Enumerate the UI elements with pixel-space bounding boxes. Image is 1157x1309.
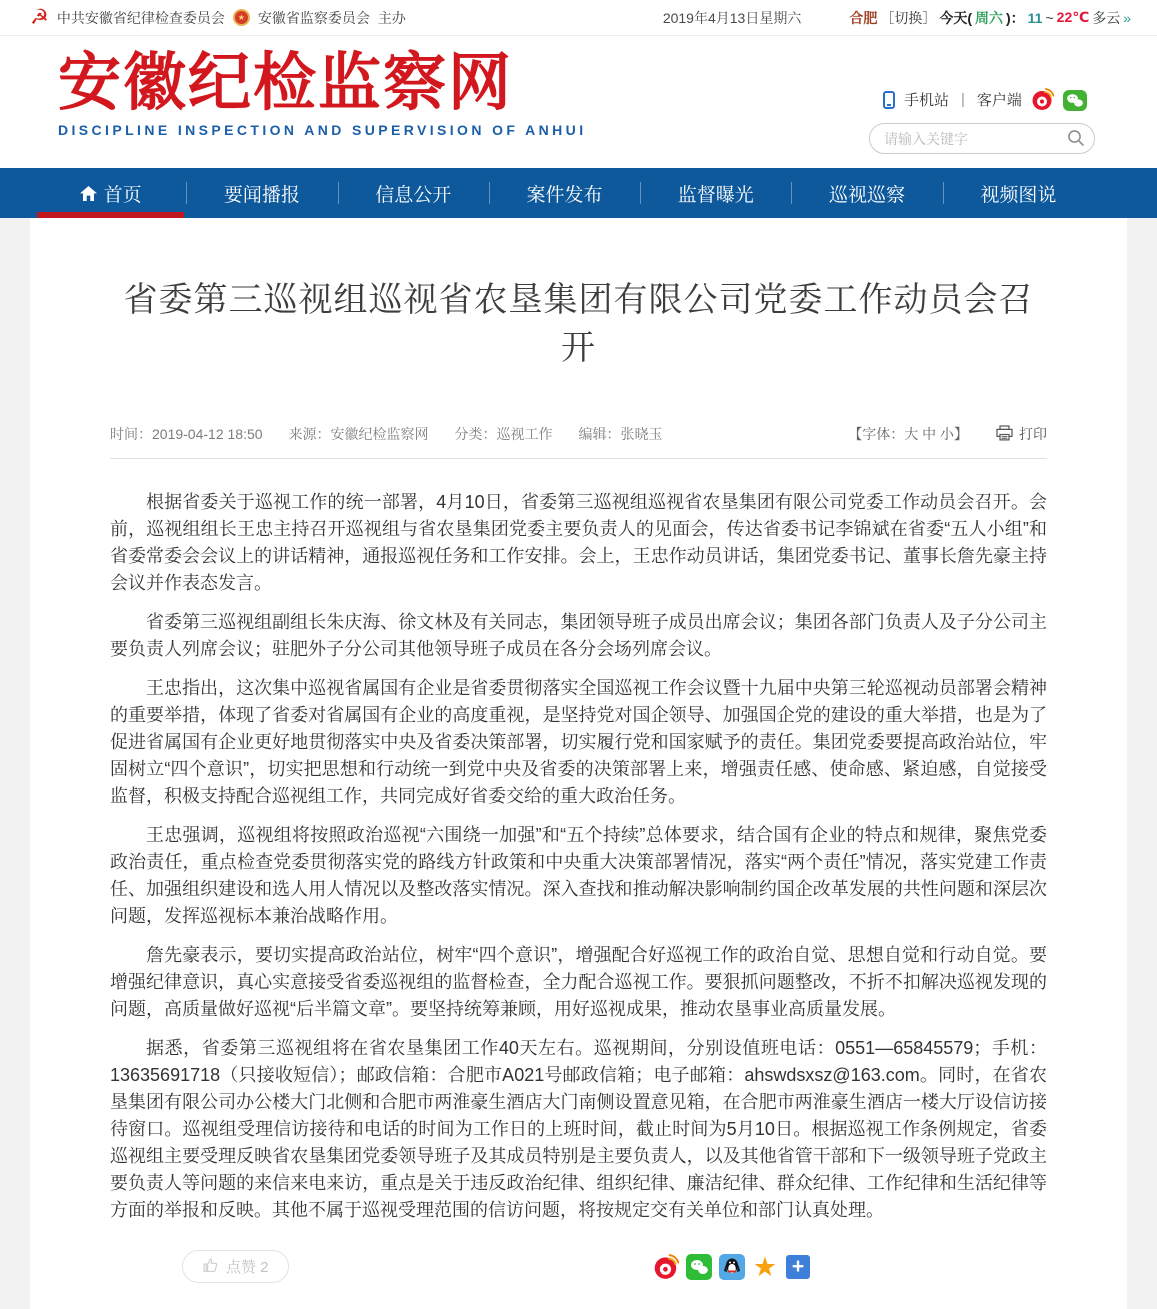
nav-item-news[interactable] bbox=[186, 168, 337, 218]
main-nav bbox=[0, 168, 1157, 218]
host-suffix-label: 主办 bbox=[377, 9, 406, 26]
print-label: 打印 bbox=[1019, 426, 1047, 442]
nav-item-label: 首页 bbox=[103, 184, 142, 206]
weather-widget bbox=[849, 8, 1131, 28]
host-organizations bbox=[30, 7, 406, 28]
quick-links-divider: | bbox=[961, 91, 965, 108]
site-header bbox=[0, 36, 1157, 168]
wechat-icon[interactable] bbox=[1063, 89, 1087, 111]
meta-source: 来源：安徽纪检监察网 bbox=[288, 426, 429, 442]
font-size-widget[interactable]: 【字体：大 中 小】 bbox=[848, 426, 968, 442]
nav-item-case-release[interactable] bbox=[489, 168, 640, 218]
client-app-link[interactable]: 客户端 bbox=[976, 92, 1022, 109]
article-paragraph: 据悉，省委第三巡视组将在省农垦集团工作40天左右。巡视期间，分别设值班电话：0551—65845579；手机：13635691718（只接收短信）；邮政信箱：合肥市A021号邮政信箱；电子邮箱：ahswdsxsz@163.com。同时，在省农垦集团有限公司办公楼大门北侧和合肥市两淮豪生酒店大门南侧设置意见箱，在合肥市两淮豪生酒店一楼大厅设信访接待窗口。巡视组受理信访接待和电话的时间为工作日的上班时间，截止时间为5月10日。根据巡视工作条例规定，省委巡视组主要受理反映省农垦集团党委领导班子及其成员特别是主要负责人，以及其他省管干部和下一级领导班子党政主要负责人等问题的来信来电来访，重点是关于违反政治纪律、组织纪律、廉洁纪律、群众纪律、工作纪律和生活纪律等方面的举报和反映。其他不属于巡视受理范围的信访问题，将按规定交有关单位和部门认真处理。 bbox=[110, 1038, 1047, 1220]
site-name: 安徽纪检监察网 bbox=[58, 48, 513, 118]
party-emblem-icon: ☭ bbox=[30, 6, 49, 29]
like-label: 点赞 2 bbox=[226, 1259, 269, 1276]
article-paragraph: 根据省委关于巡视工作的统一部署，4月10日，省委第三巡视组巡视省农垦集团有限公司党委工作动员会召开。会前，巡视组组长王忠主持召开巡视组与省农垦集团党委主要负责人的见面会，传达省委书记李锦斌在省委“五人小组”和省委常委会会议上的讲话精神，通报巡视任务和工作安排。会上，王忠作动员讲话，集团党委书记、董事长詹先豪主持会议并作表态发言。 bbox=[110, 492, 1047, 593]
search-input[interactable] bbox=[869, 123, 1095, 154]
weather-today-suffix: )： bbox=[1006, 9, 1025, 26]
weather-today-prefix: 今天( bbox=[939, 9, 972, 26]
weibo-icon[interactable] bbox=[1031, 88, 1054, 111]
nav-item-label: 视频图说 bbox=[980, 184, 1057, 206]
share-qq-icon[interactable] bbox=[719, 1254, 745, 1280]
meta-editor: 编辑：张晓玉 bbox=[578, 426, 663, 442]
weather-day: 周六 bbox=[975, 9, 1003, 26]
article-paragraph: 王忠强调，巡视组将按照政治巡视“六围绕一加强”和“五个持续”总体要求，结合国有企业的特点和规律，聚焦党委政治责任，重点检查党委贯彻落实党的路线方针政策和中央重大决策部署情况，落实“两个责任”情况，落实党建工作责任、加强组织建设和选人用人情况以及整改落实情况。深入查找和推动解决影响制约国企改革发展的共性问题和深层次问题，发挥巡视标本兼治战略作用。 bbox=[110, 825, 1047, 926]
nav-item-label: 信息公开 bbox=[375, 184, 452, 206]
meta-category: 分类：巡视工作 bbox=[454, 426, 553, 442]
current-date: 2019年4月13日星期六 bbox=[662, 9, 802, 26]
article-paragraph: 王忠指出，这次集中巡视省属国有企业是省委贯彻落实全国巡视工作会议暨十九届中央第三轮巡视动员部署会精神的重要举措，体现了省委对省属国有企业的高度重视，是坚持党对国企领导、加强国企党的建设的重大举措，也是为了促进省属国有企业更好地贯彻落实中央及省委决策部署，切实履行党和国家赋予的责任。集团党委要提高政治站位，牢固树立“四个意识”，切实把思想和行动统一到党中央及省委的决策部署上来，增强责任感、使命感、紧迫感，自觉接受监督，积极支持配合巡视组工作，共同完成好省委交给的重大政治任务。 bbox=[110, 678, 1047, 806]
home-icon bbox=[80, 186, 97, 201]
org2-label: 安徽省监察委员会 bbox=[257, 9, 370, 26]
article-paragraph: 詹先豪表示，要切实提高政治站位，树牢“四个意识”，增强配合好巡视工作的政治自觉、思想自觉和行动自觉。要增强纪律意识，真心实意接受省委巡视组的监督检查，全力配合巡视工作。要狠抓问题整改，不折不扣解决巡视发现的问题，高质量做好巡视“后半篇文章”。要坚持统筹兼顾，用好巡视成果，推动农垦事业高质量发展。 bbox=[110, 945, 1047, 1019]
quick-links bbox=[883, 88, 1095, 111]
article-paragraph: 省委第三巡视组副组长朱庆海、徐文林及有关同志，集团领导班子成员出席会议；集团各部门负责人及子分公司主要负责人列席会议；驻肥外子分公司其他领导班子成员在各分会场列席会议。 bbox=[110, 612, 1047, 659]
weather-city-switch-link[interactable]: ［切换］ bbox=[880, 9, 937, 26]
weather-city: 合肥 bbox=[849, 9, 878, 26]
nav-item-home[interactable] bbox=[35, 168, 186, 218]
share-wechat-icon[interactable] bbox=[686, 1254, 712, 1280]
nav-item-label: 要闻播报 bbox=[223, 184, 300, 206]
article-meta bbox=[110, 424, 1047, 444]
nav-item-supervision-exposure[interactable] bbox=[640, 168, 791, 218]
share-more-icon[interactable]: + bbox=[785, 1254, 811, 1280]
mobile-phone-icon bbox=[883, 91, 895, 109]
article-actions bbox=[110, 1250, 1047, 1283]
meta-divider bbox=[110, 458, 1047, 459]
header-right-widgets bbox=[869, 88, 1095, 154]
share-bar bbox=[653, 1251, 811, 1282]
search-box bbox=[869, 123, 1095, 154]
nav-item-inspection[interactable] bbox=[791, 168, 942, 218]
article-title: 省委第三巡视组巡视省农垦集团有限公司党委工作动员会召开 bbox=[123, 281, 1034, 367]
printer-icon bbox=[996, 425, 1013, 444]
nav-item-label: 巡视巡察 bbox=[829, 184, 906, 206]
nav-item-info-disclosure[interactable] bbox=[338, 168, 489, 218]
search-icon[interactable] bbox=[1067, 129, 1085, 147]
top-bar bbox=[0, 0, 1157, 36]
share-qzone-icon[interactable]: ★ bbox=[752, 1251, 778, 1282]
site-logo[interactable] bbox=[58, 46, 586, 138]
like-button[interactable] bbox=[182, 1250, 289, 1283]
weather-condition: 多云 bbox=[1092, 9, 1121, 26]
meta-time: 时间：2019-04-12 18:50 bbox=[110, 426, 263, 442]
nav-item-video[interactable] bbox=[943, 168, 1094, 218]
weather-high-temp: 22℃ bbox=[1056, 9, 1090, 25]
site-subtitle: DISCIPLINE INSPECTION AND SUPERVISION OF ANHUI bbox=[58, 122, 587, 138]
article-container bbox=[30, 218, 1127, 1309]
share-weibo-icon[interactable] bbox=[653, 1254, 679, 1280]
print-button[interactable] bbox=[996, 424, 1047, 444]
weather-low-temp: 11 bbox=[1027, 9, 1043, 26]
nav-item-label: 案件发布 bbox=[526, 184, 603, 206]
weather-tilde: ~ bbox=[1045, 9, 1054, 26]
article-body bbox=[110, 489, 1047, 1224]
national-emblem-icon: ★ bbox=[233, 9, 250, 26]
mobile-site-link[interactable]: 手机站 bbox=[904, 92, 950, 109]
org1-label: 中共安徽省纪律检查委员会 bbox=[56, 9, 225, 26]
nav-item-label: 监督曝光 bbox=[677, 184, 754, 206]
thumb-up-icon bbox=[202, 1257, 219, 1277]
weather-more-link[interactable]: » bbox=[1123, 9, 1131, 26]
